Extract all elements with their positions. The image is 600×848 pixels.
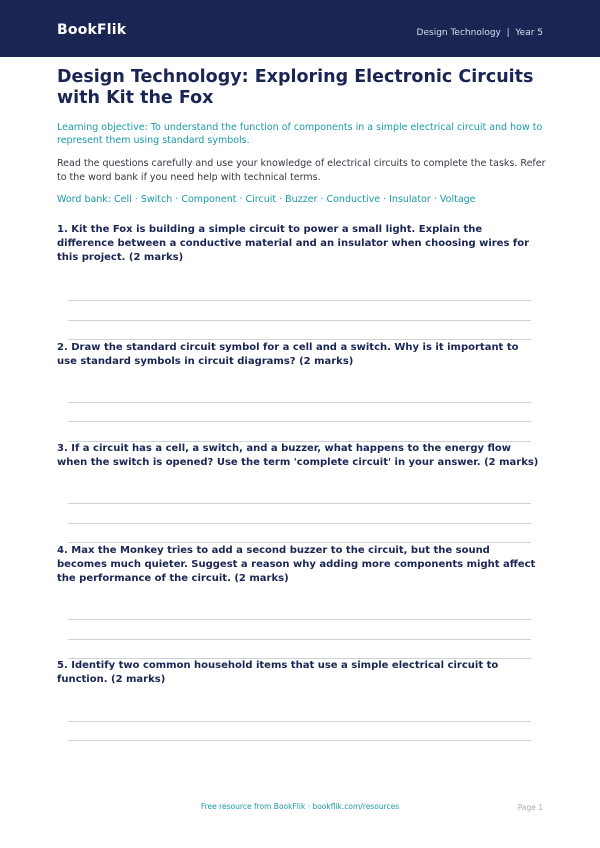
instructions: Read the questions carefully and use your knowledge of electrical circuits to complete the tasks. Refer to the word bank if you need help with technical terms. xyxy=(57,158,546,183)
answer-line[interactable] xyxy=(68,421,531,422)
subject-year-label: Design Technology | Year 5 xyxy=(416,28,543,38)
page-header xyxy=(0,0,600,57)
question-3: 3. If a circuit has a cell, a switch, and a buzzer, what happens to the energy flow when the switch is opened? Use the term 'complete circuit' in your answer. (2 marks) xyxy=(57,443,539,468)
answer-line[interactable] xyxy=(68,619,531,620)
question-2: 2. Draw the standard circuit symbol for a cell and a switch. Why is it important to use standard symbols in circuit diagrams? (2 marks) xyxy=(57,342,519,367)
brand-logo: BookFlik xyxy=(57,22,127,38)
answer-line[interactable] xyxy=(68,402,531,403)
answer-line[interactable] xyxy=(68,542,531,543)
answer-line[interactable] xyxy=(68,320,531,321)
answer-line[interactable] xyxy=(68,339,531,340)
word-bank: Word bank: Cell · Switch · Component · Circuit · Buzzer · Conductive · Insulator · Voltage xyxy=(57,194,476,205)
answer-line[interactable] xyxy=(68,503,531,504)
answer-line[interactable] xyxy=(68,523,531,524)
answer-line[interactable] xyxy=(68,740,531,741)
page-number: Page 1 xyxy=(517,803,543,812)
question-5: 5. Identify two common household items that use a simple electrical circuit to function. (2 marks) xyxy=(57,660,499,685)
answer-line[interactable] xyxy=(68,300,531,301)
footer-resource-link[interactable]: Free resource from BookFlik · bookflik.com/resources xyxy=(200,802,400,811)
answer-line[interactable] xyxy=(68,721,531,722)
answer-line[interactable] xyxy=(68,639,531,640)
question-1: 1. Kit the Fox is building a simple circuit to power a small light. Explain the difference between a conductive material and an insulator when choosing wires for this project. (2 marks) xyxy=(57,224,530,263)
question-4: 4. Max the Monkey tries to add a second buzzer to the circuit, but the sound becomes much quieter. Suggest a reason why adding more components might affect the performance of the circuit. (2 marks) xyxy=(57,545,536,584)
worksheet-title: Design Technology: Exploring Electronic Circuits with Kit the Fox xyxy=(57,67,534,108)
learning-objective: Learning objective: To understand the function of components in a simple electrical circuit and how to represent them using standard symbols. xyxy=(57,122,543,146)
